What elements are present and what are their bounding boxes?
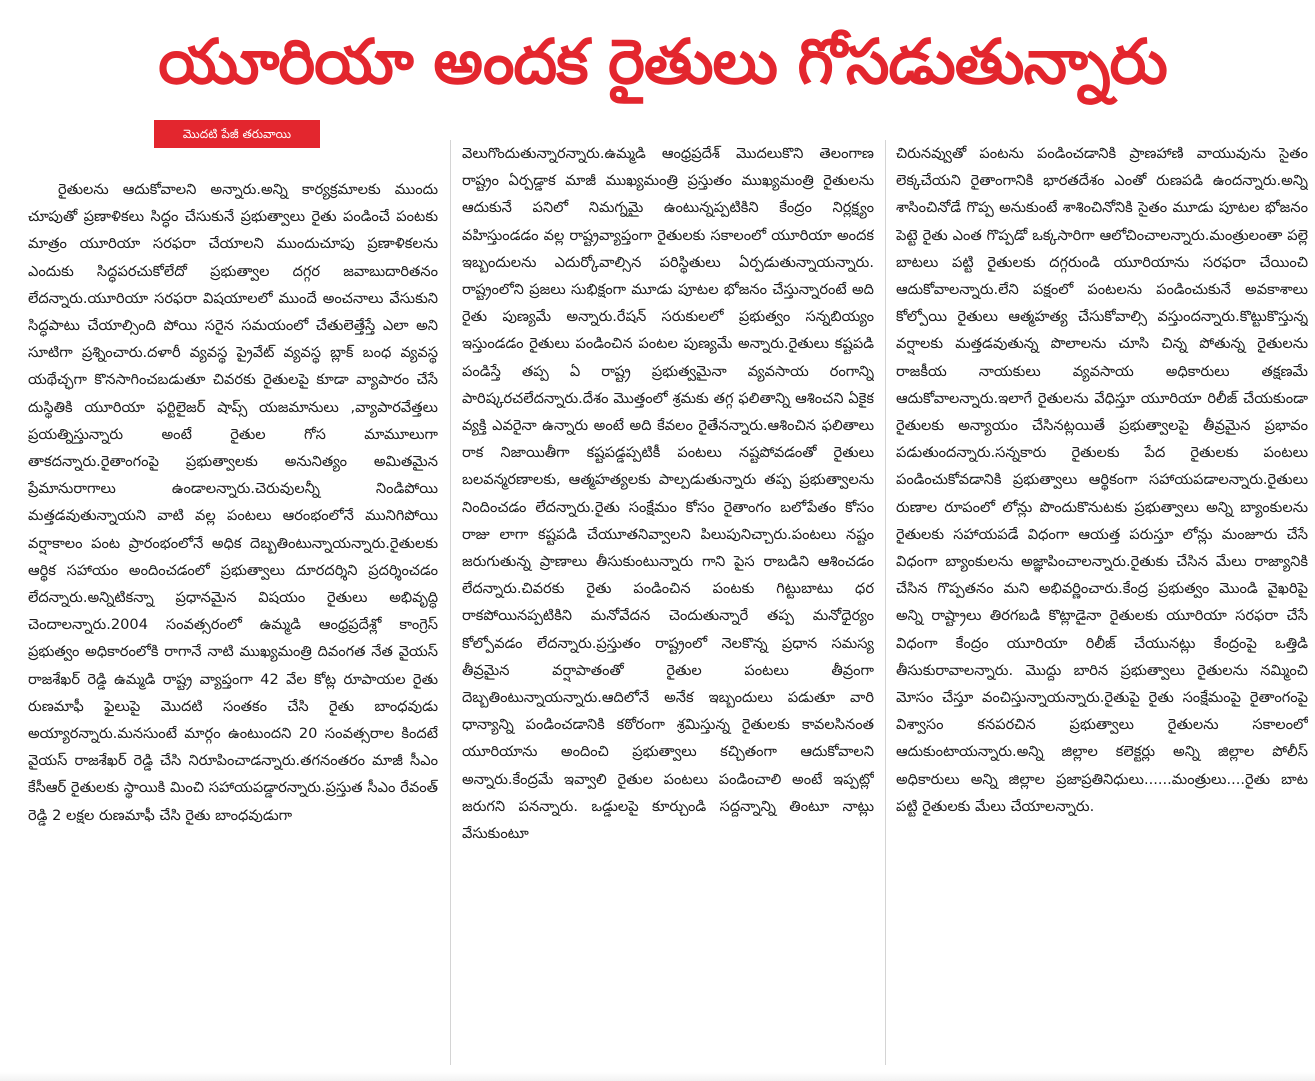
continuation-tag: మొదటి పేజీ తరువాయి (154, 120, 320, 148)
column-divider (450, 140, 451, 1065)
article-paragraph: రైతులను ఆదుకోవాలని అన్నారు.అన్ని కార్యక్రమాలకు ముందు చూపుతో ప్రణాళికలు సిద్ధం చేసుకునే ప్రభుత్వాలు రైతు పండించే పంటకు మాత్రం యూరియా సరఫరా చేయాలని ముందుచూపు ప్రణాళికలను ఎందుకు సిద్ధపరచుకోలేదో ప్రభుత్వాల దగ్గర జవాబుదారితనం లేదన్నారు.యూరియా సరఫరా విషయాలలో ముందే అంచనాలు వేసుకుని సిద్ధపాటు చేయాల్సింది పోయి సరైన సమయంలో చేతులెత్తేస్తే ఎలా అని సూటిగా ప్రశ్నించారు.దళారీ వ్యవస్థ ప్రైవేట్ వ్యవస్థ బ్లాక్ బంధ వ్యవస్థ యథేచ్ఛగా కొనసాగించబడుతూ చివరకు రైతులపై కూడా వ్యాపారం చేసే దుస్థితికి యూరియా ఫర్టిలైజర్ షాప్స్ యజమానులు ,వ్యాపారవేత్తలు ప్రయత్నిస్తున్నారు అంటే రైతుల గోస మామూలుగా తాకదన్నారు.రైతాంగంపై ప్రభుత్వాలకు అనునిత్యం అమితమైన ప్రేమానురాగాలు ఉండాలన్నారు.చెరువులన్నీ నిండిపోయి మత్తడవుతున్నాయని వాటి వల్ల పంటలు ఆరంభంలోనే మునిగిపోయి వర్షాకాలం పంట ప్రారంభంలోనే అధిక దెబ్బతింటున్నాయన్నారు.రైతులకు ఆర్థిక సహాయం అందించడంలో ప్రభుత్వాలు దూరదర్శిని ప్రదర్శించడం లేదన్నారు.అన్నిటికన్నా ప్రధానమైన విషయం రైతులు అభివృద్ధి చెందాలన్నారు.2004 సంవత్సరంలో ఉమ్మడి ఆంధ్రప్రదేశ్లో కాంగ్రెస్ ప్రభుత్వం అధికారంలోకి రాగానే నాటి ముఖ్యమంత్రి దివంగత నేత వైయస్ రాజశేఖర్ రెడ్డి ఉమ్మడి రాష్ట్ర వ్యాప్తంగా 42 వేల కోట్ల రూపాయల రైతు రుణమాఫీ ఫైలుపై మొదటి సంతకం చేసి రైతు బాంధవుడు అయ్యారన్నారు.మనసుంటే మార్గం ఉంటుందని 20 సంవత్సరాల కిందటే వైయస్ రాజశేఖర్ రెడ్డి చేసి నిరూపించాడన్నారు.తగనంతరం మాజీ సీఎం కేసీఆర్ రైతులకు స్థాయికి మించి సహాయపడ్డారన్నారు.ప్రస్తుత సీఎం రేవంత్ రెడ్డి 2 లక్షల రుణమాఫీ చేసి రైతు బాంధవుడుగా (28, 181, 438, 824)
article-paragraph: చిరునవ్వుతో పంటను పండించడానికి ప్రాణహాణి వాయువును సైతం లెక్కచేయని రైతాంగానికి భారతదేశం ఎంతో రుణపడి ఉందన్నారు.అన్ని శాసించినోడే గొప్ప అనుకుంటే శాశించినోనికి సైతం మూడు పూటల భోజనం పెట్టె రైతు ఎంత గొప్పడో ఒక్కసారిగా ఆలోచించాలన్నారు.మంత్రులంతా పల్లె బాటలు పట్టి రైతులకు దగ్గరుండి యూరియాను సరఫరా చేయించి ఆదుకోవాలన్నారు.లేని పక్షంలో పంటలను పండించుకునే అవకాశాలు కోల్పోయి రైతులు ఆత్మహత్య చేసుకోవాల్సి వస్తుందన్నారు.కొట్టుకొస్తున్న వర్షాలకు మత్తడవుతున్న పొలాలను చూసి చిన్న పోతున్న రైతులను రాజకీయ నాయకులు వ్యవసాయ అధికారులు తక్షణమే ఆదుకోవాలన్నారు.ఇలాగే రైతులను వేధిస్తూ యూరియా రిలీజ్ చేయకుండా రైతులకు అన్యాయం చేసినట్లయితే ప్రభుత్వాలపై తీవ్రమైన ప్రభావం పడుతుందన్నారు.సన్నకారు రైతులకు పేద రైతులకు పంటలు పండించుకోవడానికి ప్రభుత్వాలు ఆర్థికంగా సహాయపడాలన్నారు.రైతులు రుణాల రూపంలో లోన్లు పొందుకొనుటకు ప్రభుత్వాలు అన్ని బ్యాంకులను రైతులకు సహాయపడే విధంగా ఆయత్త పరుస్తూ లోన్లు మంజూరు చేసే విధంగా బ్యాంకులను అజ్ఞాపించాలన్నారు.రైతుకు చేసిన మేలు రాజ్యానికి చేసిన గొప్పతనం మని అభివర్ణించారు.కేంద్ర ప్రభుత్వం మొండి వైఖరిపై అన్ని రాష్ట్రాలు తిరగబడి కొట్లాడైనా రైతులకు యూరియా సరఫరా చేసే విధంగా కేంద్రం యూరియా రిలీజ్ చేయునట్లు కేంద్రంపై ఒత్తిడి తీసుకురావాలన్నారు. మొద్దు బారిన ప్రభుత్వాలు రైతులను నమ్మించి మోసం చేస్తూ వంచిస్తున్నాయన్నారు.రైతుపై రైతు సంక్షేమంపై రైతాంగంపై విశ్వాసం కనపరచిన ప్రభుత్వాలు రైతులను సకాలంలో ఆదుకుంటాయన్నారు.అన్ని జిల్లాల కలెక్టర్లు అన్ని జిల్లాల పోలీస్ అధికారులు అన్ని జిల్లాల ప్రజాప్రతినిధులు......మంత్రులు....రైతు బాట పట్టి రైతులకు మేలు చేయాలన్నారు. (896, 145, 1308, 815)
column-divider (885, 140, 886, 1065)
article-column-2 (462, 140, 874, 1070)
article-column-1 (28, 176, 438, 1048)
article-column-3 (896, 140, 1308, 1070)
article-paragraph: వెలుగొందుతున్నారన్నారు.ఉమ్మడి ఆంధ్రప్రదేశ్ మొదలుకొని తెలంగాణ రాష్ట్రం ఏర్పడ్డాక మాజీ ముఖ్యమంత్రి ప్రస్తుతం ముఖ్యమంత్రి రైతులను ఆదుకునే పనిలో నిమగ్నమై ఉంటున్నప్పటికిని కేంద్రం నిర్లక్ష్యం వహిస్తుండడం వల్ల రాష్ట్రవ్యాప్తంగా రైతులకు సకాలంలో యూరియా అందక ఇబ్బందులను ఎదుర్కోవాల్సిన పరిస్థితులు ఏర్పడుతున్నాయన్నారు. రాష్ట్రంలోని ప్రజలు సుభిక్షంగా మూడు పూటల భోజనం చేస్తున్నారంటే అది రైతు పుణ్యమే అన్నారు.రేషన్ సరుకులలో ప్రభుత్వం సన్నబియ్యం ఇస్తుండడం రైతులు పండించిన పంటల పుణ్యమే అన్నారు.రైతులు కష్టపడి పండిస్తే తప్ప ఏ రాష్ట్ర ప్రభుత్వమైనా వ్యవసాయ రంగాన్ని పారిష్కరచలేదన్నారు.దేశం మొత్తంలో శ్రమకు తగ్గ ఫలితాన్ని ఆశించని ఏకైక వ్యక్తి ఎవరైనా ఉన్నారు అంటే అది కేవలం రైతేనన్నారు.ఆశించిన ఫలితాలు రాక నిజాయితీగా కష్టపడ్డప్పటికీ పంటలు నష్టపోవడంతో రైతులు బలవన్మరణాలకు, ఆత్మహత్యలకు పాల్పడుతున్నారు తప్ప ప్రభుత్వాలను నిందించడం లేదన్నారు.రైతు సంక్షేమం కోసం రైతాంగం బలోపేతం కోసం రాజు లాగా కష్టపడి చేయూతనివ్వాలని పిలుపునిచ్చారు.పంటలు నష్టం జరుగుతున్న ప్రాణాలు తీసుకుంటున్నారు గాని పైస రాబడిని ఆశించడం లేదన్నారు.చివరకు రైతు పండించిన పంటకు గిట్టుబాటు ధర రాకపోయినప్పటికిని మనోవేదన చెందుతున్నారే తప్ప మనోధైర్యం కోల్పోవడం లేదన్నారు.ప్రస్తుతం రాష్ట్రంలో నెలకొన్న ప్రధాన సమస్య తీవ్రమైన వర్షాపాతంతో రైతుల పంటలు తీవ్రంగా దెబ్బతింటున్నాయన్నారు.ఆదిలోనే అనేక ఇబ్బందులు పడుతూ వారి ధాన్యాన్ని పండించడానికి కఠోరంగా శ్రమిస్తున్న రైతులకు కావలసినంత యూరియాను అందించి ప్రభుత్వాలు కచ్చితంగా ఆదుకోవాలని అన్నారు.కేంద్రమే ఇవ్వాలి రైతుల పంటలు పండించాలి అంటే ఇప్పట్లో జరుగని పనన్నారు. ఒడ్డులపై కూర్చుండి సద్దన్నాన్ని తింటూ నాట్లు వేసుకుంటూ (462, 145, 874, 843)
article-headline: యూరియా అందక రైతులు గోసడుతున్నారు (158, 25, 1167, 98)
scan-edge (0, 1072, 1315, 1081)
